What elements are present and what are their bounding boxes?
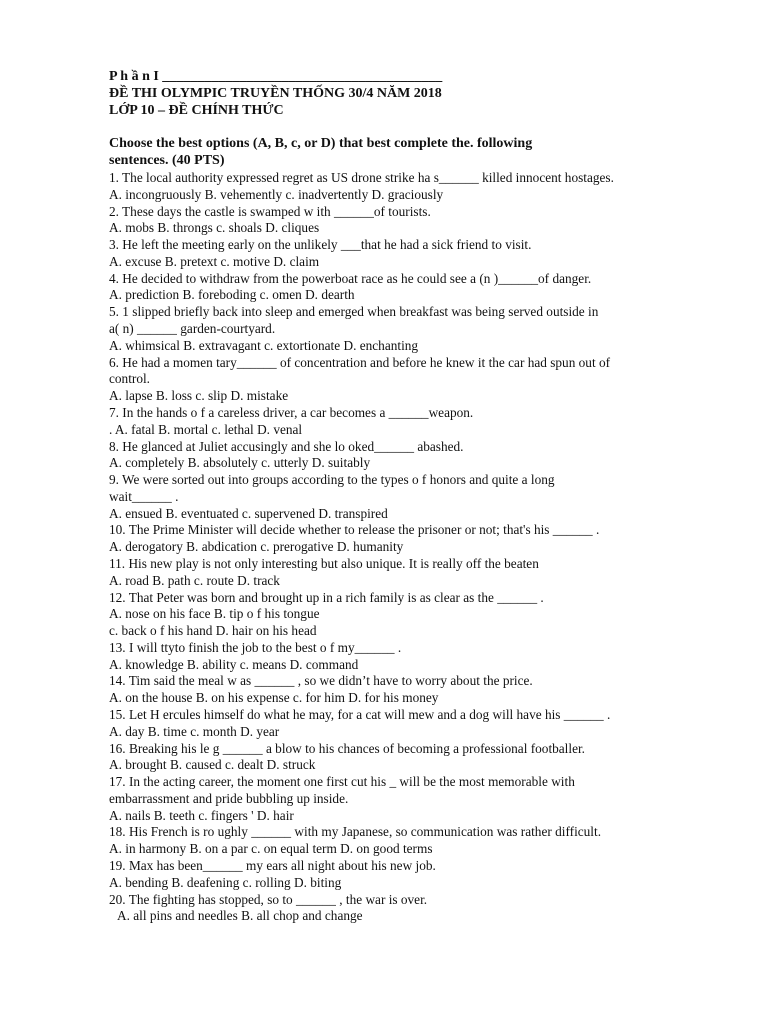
- question-line: 10. The Prime Minister will decide whether to release the prisoner or not; that's his ______ .: [109, 522, 600, 538]
- text-line: c. back o f his hand D. hair on his head: [109, 623, 317, 639]
- text-line: A. lapse B. loss c. slip D. mistake: [109, 388, 289, 404]
- text-line: A. derogatory B. abdication c. prerogative D. humanity: [109, 539, 404, 555]
- text-line: . A. fatal B. mortal c. lethal D. venal: [109, 421, 303, 437]
- grade-heading: LỚP 10 – ĐỀ CHÍNH THỨC: [109, 103, 284, 118]
- text-line: A. prediction B. foreboding c. omen D. dearth: [109, 287, 355, 303]
- question-line: 5. 1 slipped briefly back into sleep and emerged when breakfast was being served outside in: [109, 304, 599, 320]
- text-line: A. completely B. absolutely c. utterly D. suitably: [109, 455, 371, 471]
- part-heading: P h ầ n I ________________________________________: [109, 69, 443, 84]
- text-line: A. nails B. teeth c. fingers ' D. hair: [109, 807, 294, 823]
- text-line: A. whimsical B. extravagant c. extortionate D. enchanting: [109, 337, 419, 353]
- exam-title: ĐỀ THI OLYMPIC TRUYỀN THỐNG 30/4 NĂM 2018: [109, 86, 442, 101]
- question-line: 18. His French is ro ughly ______ with my Japanese, so communication was rather difficult.: [109, 824, 602, 840]
- question-list: [109, 170, 709, 925]
- exam-header: [109, 68, 669, 119]
- question-line: 4. He decided to withdraw from the powerboat race as he could see a (n )______of danger.: [109, 270, 592, 286]
- question-line: 15. Let H ercules himself do what he may, for a cat will mew and a dog will have his ______ .: [109, 707, 611, 722]
- question-line: 6. He had a momen tary______ of concentration and before he knew it the car had spun out of: [109, 354, 611, 370]
- question-line: 3. He left the meeting early on the unlikely ___that he had a sick friend to visit.: [109, 237, 532, 253]
- question-line: 11. His new play is not only interesting but also unique. It is really off the beaten: [109, 555, 539, 571]
- text-line: A. day B. time c. month D. year: [109, 723, 280, 739]
- text-line: A. all pins and needles B. all chop and change: [117, 908, 363, 924]
- question-line: 16. Breaking his le g ______ a blow to his chances of becoming a professional footballer.: [109, 740, 585, 756]
- text-line: A. road B. path c. route D. track: [109, 572, 280, 588]
- text-line: A. excuse B. pretext c. motive D. claim: [109, 253, 320, 269]
- question-line: 2. These days the castle is swamped w ith ______of tourists.: [109, 203, 431, 219]
- text-line: A. in harmony B. on a par c. on equal term D. on good terms: [109, 841, 433, 857]
- question-line: 17. In the acting career, the moment one first cut his _ will be the most memorable with: [109, 774, 575, 790]
- question-line: 7. In the hands o f a careless driver, a car becomes a ______weapon.: [109, 404, 474, 420]
- text-line: A. bending B. deafening c. rolling D. biting: [109, 874, 342, 890]
- question-line: 1. The local authority expressed regret as US drone strike ha s______ killed innocent hostages.: [109, 170, 614, 185]
- instructions: [109, 136, 729, 169]
- instructions-line-1: Choose the best options (A, B, c, or D) that best complete the. following: [109, 136, 533, 151]
- question-line: 14. Tim said the meal w as ______ , so we didn’t have to worry about the price.: [109, 673, 533, 689]
- question-line: 9. We were sorted out into groups according to the types o f honors and quite a long: [109, 472, 555, 488]
- text-line: A. knowledge B. ability c. means D. command: [109, 656, 359, 672]
- question-line: 19. Max has been______ my ears all night about his new job.: [109, 858, 436, 874]
- text-line: wait______ .: [109, 488, 179, 504]
- question-line: 20. The fighting has stopped, so to ______ , the war is over.: [109, 891, 428, 907]
- question-line: 13. I will ttyto finish the job to the best o f my______ .: [109, 639, 402, 655]
- text-line: A. on the house B. on his expense c. for him D. for his money: [109, 690, 439, 706]
- text-line: A. mobs B. throngs c. shoals D. cliques: [109, 220, 320, 236]
- text-line: A. incongruously B. vehemently c. inadvertently D. graciously: [109, 186, 444, 202]
- text-line: control.: [109, 371, 150, 387]
- text-line: A. ensued B. eventuated c. supervened D. transpired: [109, 505, 388, 521]
- instructions-line-2: sentences. (40 PTS): [109, 152, 225, 168]
- text-line: a( n) ______ garden-courtyard.: [109, 321, 276, 337]
- question-line: 8. He glanced at Juliet accusingly and she lo oked______ abashed.: [109, 438, 464, 454]
- question-line: 12. That Peter was born and brought up in a rich family is as clear as the ______ .: [109, 589, 544, 605]
- text-line: A. nose on his face B. tip o f his tongue: [109, 606, 320, 622]
- text-line: A. brought B. caused c. dealt D. struck: [109, 757, 316, 773]
- text-line: embarrassment and pride bubbling up inside.: [109, 790, 349, 806]
